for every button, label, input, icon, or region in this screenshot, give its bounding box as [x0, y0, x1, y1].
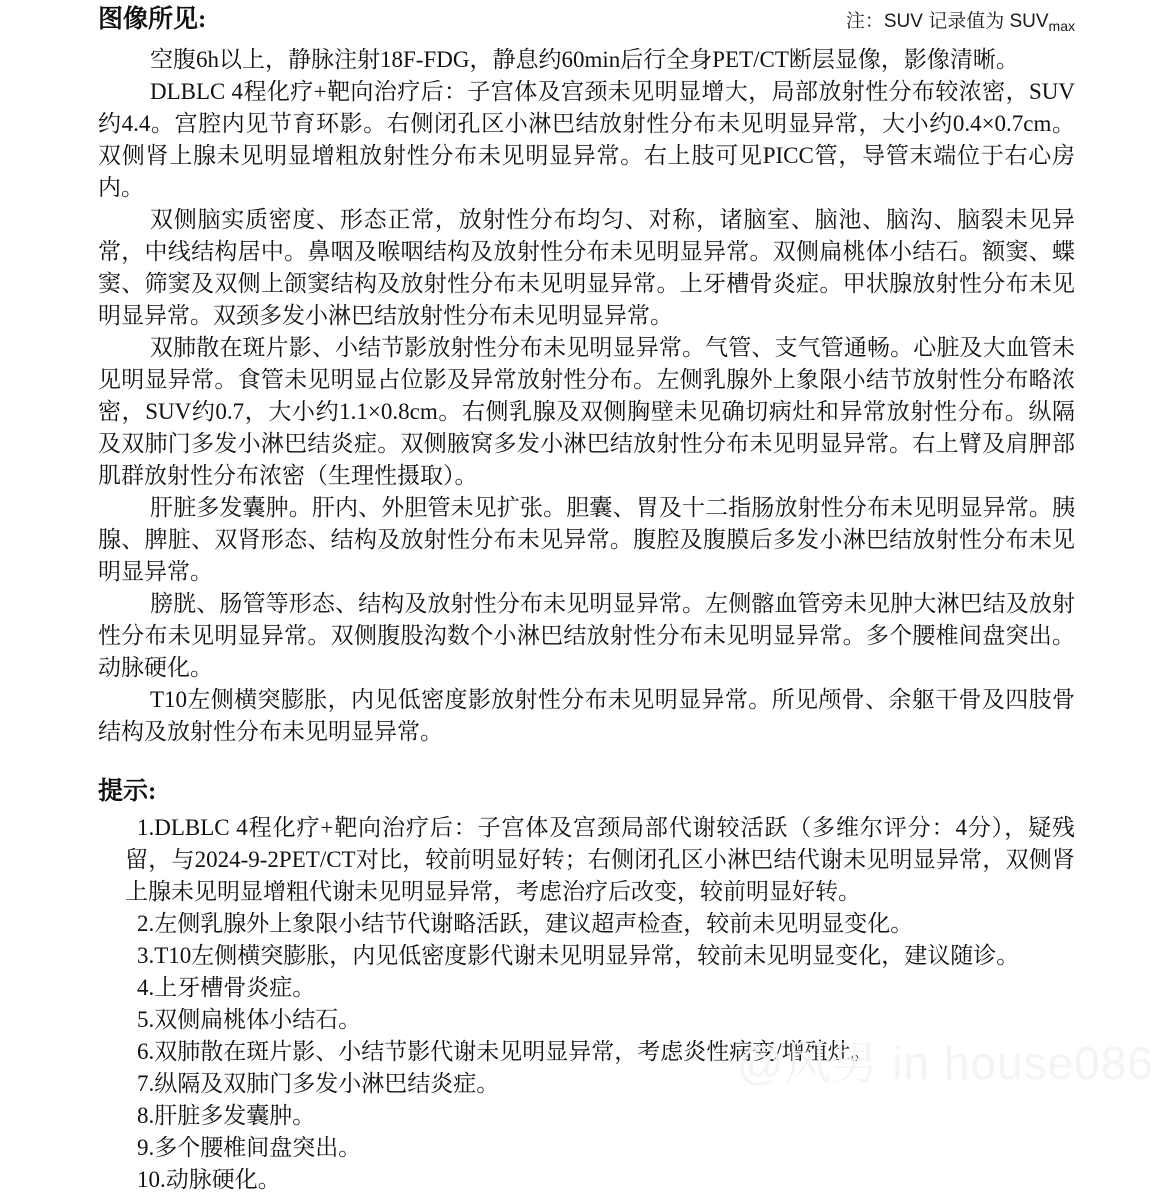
- suv-note-subscript: max: [1048, 18, 1075, 34]
- impression-item-9: 9.多个腰椎间盘突出。: [137, 1135, 362, 1160]
- impression-item-2: 2.左侧乳腺外上象限小结节代谢略活跃，建议超声检查，较前未见明显变化。: [137, 911, 914, 936]
- findings-body: [98, 44, 1075, 748]
- impression-list: [98, 812, 1075, 1196]
- findings-paragraph-2: DLBLC 4程化疗+靶向治疗后：子宫体及宫颈未见明显增大，局部放射性分布较浓密，SUV约4.4。宫腔内见节育环影。右侧闭孔区小淋巴结放射性分布未见明显异常，大小约0.4×0.7cm。双侧肾上腺未见明显增粗放射性分布未见明显异常。右上肢可见PICC管，导管末端位于右心房内。: [98, 79, 1075, 200]
- impression-item-5: 5.双侧扁桃体小结石。: [137, 1007, 362, 1032]
- findings-paragraph-5: 肝脏多发囊肿。肝内、外胆管未见扩张。胆囊、胃及十二指肠放射性分布未见明显异常。胰腺、脾脏、双肾形态、结构及放射性分布未见异常。腹腔及腹膜后多发小淋巴结放射性分布未见明显异常。: [98, 495, 1075, 584]
- impression-item-8: 8.肝脏多发囊肿。: [137, 1103, 316, 1128]
- impression-item-6: 6.双肺散在斑片影、小结节影代谢未见明显异常，考虑炎性病变/增殖灶。: [137, 1039, 874, 1064]
- report-header: [98, 4, 1075, 42]
- findings-paragraph-1: 空腹6h以上，静脉注射18F-FDG，静息约60min后行全身PET/CT断层显像，影像清晰。: [150, 47, 1019, 72]
- impression-item-10: 10.动脉硬化。: [137, 1167, 281, 1192]
- findings-paragraph-3: 双侧脑实质密度、形态正常，放射性分布均匀、对称，诸脑室、脑池、脑沟、脑裂未见异常，中线结构居中。鼻咽及喉咽结构及放射性分布未见明显异常。双侧扁桃体小结石。额窦、蝶窦、筛窦及双侧上颌窦结构及放射性分布未见明显异常。上牙槽骨炎症。甲状腺放射性分布未见明显异常。双颈多发小淋巴结放射性分布未见明显异常。: [98, 207, 1075, 328]
- impression-item-1: 1.DLBLC 4程化疗+靶向治疗后：子宫体及宫颈局部代谢较活跃（多维尔评分：4分），疑残留，与2024-9-2PET/CT对比，较前明显好转；右侧闭孔区小淋巴结代谢未见明显异常，双侧肾上腺未见明显增粗代谢未见明显异常，考虑治疗后改变，较前明显好转。: [125, 815, 1075, 904]
- impression-item-7: 7.纵隔及双肺门多发小淋巴结炎症。: [137, 1071, 500, 1096]
- findings-paragraph-7: T10左侧横突膨胀，内见低密度影放射性分布未见明显异常。所见颅骨、余躯干骨及四肢骨结构及放射性分布未见明显异常。: [98, 687, 1075, 744]
- suv-note-text: 注：SUV 记录值为 SUV: [845, 11, 1049, 32]
- impression-item-4: 4.上牙槽骨炎症。: [137, 975, 316, 1000]
- findings-paragraph-4: 双肺散在斑片影、小结节影放射性分布未见明显异常。气管、支气管通畅。心脏及大血管未见明显异常。食管未见明显占位影及异常放射性分布。左侧乳腺外上象限小结节放射性分布略浓密，SUV约0.7，大小约1.1×0.8cm。右侧乳腺及双侧胸壁未见确切病灶和异常放射性分布。纵隔及双肺门多发小淋巴结炎症。双侧腋窝多发小淋巴结放射性分布未见明显异常。右上臂及肩胛部肌群放射性分布浓密（生理性摄取）。: [98, 335, 1075, 488]
- watermark: @风男 in house086: [736, 1037, 1154, 1089]
- suv-note: [846, 6, 1075, 42]
- impression-item-3: 3.T10左侧横突膨胀，内见低密度影代谢未见明显异常，较前未见明显变化，建议随诊。: [137, 943, 1020, 968]
- findings-section-title: 图像所见:: [98, 6, 207, 33]
- impression-section-title: 提示:: [98, 778, 157, 805]
- findings-paragraph-6: 膀胱、肠管等形态、结构及放射性分布未见明显异常。左侧髂血管旁未见肿大淋巴结及放射性分布未见明显异常。双侧腹股沟数个小淋巴结放射性分布未见明显异常。多个腰椎间盘突出。动脉硬化。: [98, 591, 1075, 680]
